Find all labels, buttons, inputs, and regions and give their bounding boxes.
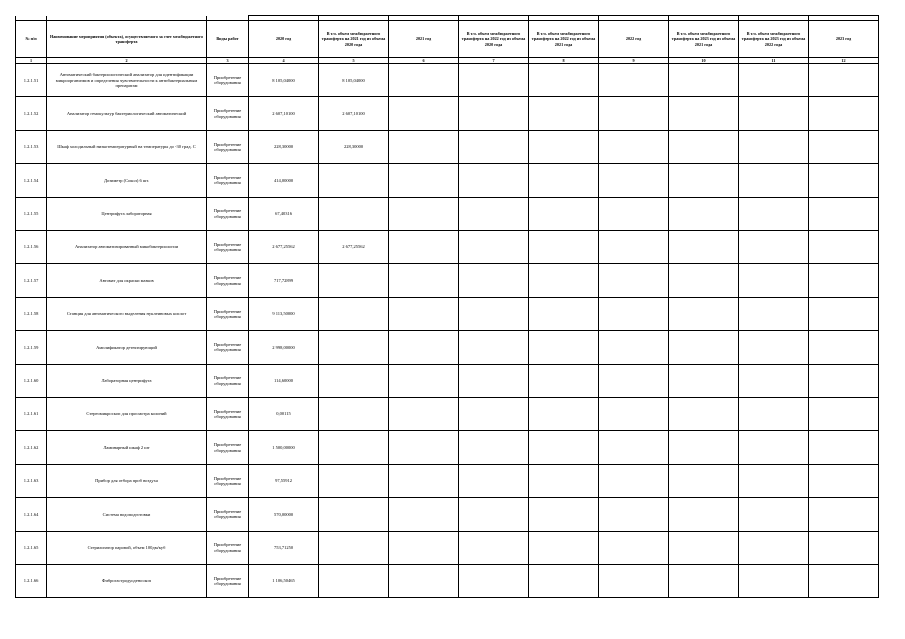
row-transfer-2022-from-2021 [529, 297, 599, 330]
row-2021-value [389, 297, 459, 330]
row-transfer-2022-from-2020 [459, 564, 529, 597]
row-2023-value [809, 531, 879, 564]
row-number: 1.2.1.66 [16, 564, 47, 597]
row-transfer-2021-from-2020 [319, 464, 389, 497]
row-number: 1.2.1.52 [16, 97, 47, 130]
row-2021-value [389, 498, 459, 531]
row-transfer-2022-from-2021 [529, 397, 599, 430]
row-transfer-2021-from-2020 [319, 297, 389, 330]
column-number: 2 [47, 58, 207, 64]
row-2020-value: 2 998,00000 [249, 331, 319, 364]
row-number: 1.2.1.65 [16, 531, 47, 564]
row-2022-value [599, 230, 669, 263]
row-2022-value [599, 564, 669, 597]
row-transfer-2023-from-2021 [669, 564, 739, 597]
row-2020-value: 114,60000 [249, 364, 319, 397]
row-2022-value [599, 130, 669, 163]
row-2022-value [599, 431, 669, 464]
row-transfer-2022-from-2021 [529, 230, 599, 263]
row-number: 1.2.1.51 [16, 64, 47, 97]
row-transfer-2023-from-2022 [739, 498, 809, 531]
row-transfer-2022-from-2021 [529, 331, 599, 364]
column-header: В т.ч. объем межбюджетного трансферта на 2023 год из объема 2021 года [669, 21, 739, 58]
row-transfer-2022-from-2021 [529, 197, 599, 230]
row-activity-name: Фиброгастродуоденоскоп [47, 564, 207, 597]
table-row [16, 130, 879, 163]
column-number: 8 [529, 58, 599, 64]
column-number: 12 [809, 58, 879, 64]
row-2023-value [809, 297, 879, 330]
column-header: Виды работ [207, 21, 249, 58]
row-2023-value [809, 564, 879, 597]
row-2020-value: 1 106,50465 [249, 564, 319, 597]
row-work-type: Приобретение оборудования [207, 331, 249, 364]
row-transfer-2023-from-2021 [669, 130, 739, 163]
row-transfer-2023-from-2022 [739, 197, 809, 230]
header-row [16, 21, 879, 58]
row-number: 1.2.1.63 [16, 464, 47, 497]
row-2020-value: 67,40316 [249, 197, 319, 230]
row-2023-value [809, 364, 879, 397]
row-2022-value [599, 164, 669, 197]
row-work-type: Приобретение оборудования [207, 464, 249, 497]
row-transfer-2023-from-2022 [739, 331, 809, 364]
row-work-type: Приобретение оборудования [207, 397, 249, 430]
row-transfer-2021-from-2020 [319, 564, 389, 597]
row-activity-name: Дозиметр (Сокол) 6 шт. [47, 164, 207, 197]
row-2023-value [809, 230, 879, 263]
row-transfer-2023-from-2021 [669, 364, 739, 397]
row-2022-value [599, 498, 669, 531]
row-work-type: Приобретение оборудования [207, 564, 249, 597]
row-transfer-2022-from-2020 [459, 331, 529, 364]
row-activity-name: Центрифуга лабораторная [47, 197, 207, 230]
row-2020-value: 2 607,10100 [249, 97, 319, 130]
row-transfer-2023-from-2021 [669, 164, 739, 197]
row-2020-value: 2 677,25562 [249, 230, 319, 263]
row-transfer-2023-from-2021 [669, 64, 739, 97]
row-transfer-2022-from-2020 [459, 230, 529, 263]
row-transfer-2021-from-2020 [319, 431, 389, 464]
row-2020-value: 570,00000 [249, 498, 319, 531]
row-transfer-2022-from-2020 [459, 97, 529, 130]
row-2023-value [809, 164, 879, 197]
row-work-type: Приобретение оборудования [207, 197, 249, 230]
row-2023-value [809, 498, 879, 531]
row-transfer-2023-from-2022 [739, 464, 809, 497]
column-number: 7 [459, 58, 529, 64]
row-activity-name: Ламинарный шкаф 2 шт [47, 431, 207, 464]
row-2021-value [389, 464, 459, 497]
row-2021-value [389, 64, 459, 97]
row-transfer-2022-from-2021 [529, 97, 599, 130]
row-2021-value [389, 364, 459, 397]
row-2023-value [809, 331, 879, 364]
row-transfer-2022-from-2020 [459, 130, 529, 163]
row-transfer-2021-from-2020 [319, 197, 389, 230]
row-transfer-2022-from-2020 [459, 164, 529, 197]
row-transfer-2022-from-2021 [529, 431, 599, 464]
row-transfer-2023-from-2022 [739, 264, 809, 297]
row-number: 1.2.1.56 [16, 230, 47, 263]
row-work-type: Приобретение оборудования [207, 364, 249, 397]
row-transfer-2022-from-2021 [529, 564, 599, 597]
row-transfer-2023-from-2021 [669, 197, 739, 230]
row-transfer-2022-from-2020 [459, 431, 529, 464]
row-activity-name: Шкаф холодильный низкотемпературный на температуры до -30 град. С [47, 130, 207, 163]
row-transfer-2022-from-2021 [529, 64, 599, 97]
table-row [16, 464, 879, 497]
row-activity-name: Станция для автоматического выделения нуклеиновых кислот [47, 297, 207, 330]
row-work-type: Приобретение оборудования [207, 164, 249, 197]
column-number: 1 [16, 58, 47, 64]
row-2022-value [599, 297, 669, 330]
row-transfer-2023-from-2021 [669, 498, 739, 531]
table-row [16, 97, 879, 130]
table-row [16, 297, 879, 330]
row-transfer-2023-from-2022 [739, 230, 809, 263]
row-transfer-2023-from-2022 [739, 531, 809, 564]
row-work-type: Приобретение оборудования [207, 297, 249, 330]
row-transfer-2021-from-2020: 228,30000 [319, 130, 389, 163]
row-activity-name: Амплификатор детектирующий [47, 331, 207, 364]
row-2020-value: 1 500,00000 [249, 431, 319, 464]
row-2022-value [599, 331, 669, 364]
row-transfer-2022-from-2020 [459, 364, 529, 397]
row-transfer-2023-from-2021 [669, 531, 739, 564]
row-transfer-2023-from-2022 [739, 164, 809, 197]
row-transfer-2023-from-2022 [739, 64, 809, 97]
table-row [16, 564, 879, 597]
row-transfer-2023-from-2021 [669, 431, 739, 464]
row-2023-value [809, 431, 879, 464]
row-transfer-2021-from-2020 [319, 164, 389, 197]
row-number: 1.2.1.54 [16, 164, 47, 197]
row-number: 1.2.1.61 [16, 397, 47, 430]
row-transfer-2022-from-2020 [459, 498, 529, 531]
row-number: 1.2.1.62 [16, 431, 47, 464]
row-transfer-2021-from-2020: 8 105,04000 [319, 64, 389, 97]
row-number: 1.2.1.53 [16, 130, 47, 163]
column-header: 2023 год [809, 21, 879, 58]
row-transfer-2022-from-2021 [529, 464, 599, 497]
row-number: 1.2.1.57 [16, 264, 47, 297]
row-transfer-2023-from-2022 [739, 364, 809, 397]
row-activity-name: Анализатор гемокультур бактериологический автоматический [47, 97, 207, 130]
row-2021-value [389, 97, 459, 130]
row-2023-value [809, 130, 879, 163]
row-2021-value [389, 130, 459, 163]
row-activity-name: Лабораторная центрифуга [47, 364, 207, 397]
row-2023-value [809, 264, 879, 297]
row-activity-name: Автомат для окраски мазков [47, 264, 207, 297]
row-2022-value [599, 64, 669, 97]
row-transfer-2022-from-2021 [529, 531, 599, 564]
row-work-type: Приобретение оборудования [207, 431, 249, 464]
row-activity-name: Автоматический бактериологический анализатор для идентификации микроорганизмов и определения чувствительности к антибактериальным препаратам [47, 64, 207, 97]
column-number: 11 [739, 58, 809, 64]
row-transfer-2023-from-2021 [669, 97, 739, 130]
row-2020-value: 97,55912 [249, 464, 319, 497]
row-work-type: Приобретение оборудования [207, 230, 249, 263]
row-2022-value [599, 397, 669, 430]
row-transfer-2023-from-2021 [669, 464, 739, 497]
column-header: 2022 год [599, 21, 669, 58]
row-transfer-2022-from-2020 [459, 397, 529, 430]
row-2022-value [599, 197, 669, 230]
column-number: 4 [249, 58, 319, 64]
row-transfer-2021-from-2020 [319, 331, 389, 364]
row-transfer-2021-from-2020 [319, 498, 389, 531]
row-2021-value [389, 164, 459, 197]
row-transfer-2023-from-2022 [739, 564, 809, 597]
row-transfer-2022-from-2020 [459, 197, 529, 230]
row-transfer-2023-from-2022 [739, 97, 809, 130]
row-transfer-2021-from-2020 [319, 264, 389, 297]
row-2022-value [599, 364, 669, 397]
row-work-type: Приобретение оборудования [207, 531, 249, 564]
row-transfer-2021-from-2020 [319, 531, 389, 564]
table-row [16, 431, 879, 464]
column-header: 2021 год [389, 21, 459, 58]
row-number: 1.2.1.58 [16, 297, 47, 330]
column-number: 10 [669, 58, 739, 64]
row-2022-value [599, 97, 669, 130]
table-row [16, 331, 879, 364]
row-2020-value: 8 105,04000 [249, 64, 319, 97]
row-transfer-2023-from-2022 [739, 130, 809, 163]
row-transfer-2021-from-2020: 2 607,10100 [319, 97, 389, 130]
column-header: В т.ч. объем межбюджетного трансферта на 2021 год из объема 2020 года [319, 21, 389, 58]
row-transfer-2021-from-2020: 2 677,25562 [319, 230, 389, 263]
row-transfer-2022-from-2020 [459, 464, 529, 497]
row-transfer-2023-from-2021 [669, 397, 739, 430]
table-row [16, 164, 879, 197]
row-2021-value [389, 397, 459, 430]
row-2021-value [389, 197, 459, 230]
row-number: 1.2.1.59 [16, 331, 47, 364]
table-row [16, 197, 879, 230]
table-row [16, 397, 879, 430]
row-transfer-2023-from-2022 [739, 431, 809, 464]
row-transfer-2021-from-2020 [319, 364, 389, 397]
row-2020-value: 414,00000 [249, 164, 319, 197]
row-2021-value [389, 564, 459, 597]
row-number: 1.2.1.60 [16, 364, 47, 397]
row-transfer-2022-from-2021 [529, 498, 599, 531]
row-2020-value: 9 113,50000 [249, 297, 319, 330]
table-row [16, 230, 879, 263]
column-header: В т.ч. объем межбюджетного трансферта на 2023 год из объема 2022 года [739, 21, 809, 58]
row-2023-value [809, 64, 879, 97]
table-row [16, 264, 879, 297]
row-activity-name: Стереомикроскоп для просмотра колоний [47, 397, 207, 430]
row-transfer-2022-from-2021 [529, 264, 599, 297]
row-transfer-2023-from-2021 [669, 331, 739, 364]
row-transfer-2022-from-2020 [459, 264, 529, 297]
row-activity-name: Система водоподготовки [47, 498, 207, 531]
row-2020-value: 717,72899 [249, 264, 319, 297]
column-number: 3 [207, 58, 249, 64]
row-2023-value [809, 97, 879, 130]
row-2021-value [389, 431, 459, 464]
row-2022-value [599, 264, 669, 297]
row-2023-value [809, 197, 879, 230]
column-number: 9 [599, 58, 669, 64]
row-transfer-2021-from-2020 [319, 397, 389, 430]
row-number: 1.2.1.55 [16, 197, 47, 230]
column-header: № п/п [16, 21, 47, 58]
row-2022-value [599, 464, 669, 497]
row-2021-value [389, 531, 459, 564]
row-work-type: Приобретение оборудования [207, 264, 249, 297]
table-row [16, 531, 879, 564]
row-2021-value [389, 230, 459, 263]
row-number: 1.2.1.64 [16, 498, 47, 531]
row-transfer-2023-from-2022 [739, 297, 809, 330]
row-activity-name: Прибор для отбора проб воздуха [47, 464, 207, 497]
row-work-type: Приобретение оборудования [207, 498, 249, 531]
table-row [16, 64, 879, 97]
column-header: 2020 год [249, 21, 319, 58]
row-work-type: Приобретение оборудования [207, 97, 249, 130]
row-transfer-2023-from-2021 [669, 230, 739, 263]
row-transfer-2022-from-2020 [459, 531, 529, 564]
column-header: В т.ч. объем межбюджетного трансферта на 2022 год из объема 2020 года [459, 21, 529, 58]
row-activity-name: Анализатор автоматизированный микобиктериологии [47, 230, 207, 263]
row-transfer-2023-from-2021 [669, 264, 739, 297]
column-number: 6 [389, 58, 459, 64]
row-2020-value: 228,30000 [249, 130, 319, 163]
row-work-type: Приобретение оборудования [207, 64, 249, 97]
column-header: Наименование мероприятия (объекта), осуществляемого за счет межбюджетного трансферта [47, 21, 207, 58]
funding-table [15, 15, 879, 598]
column-header: В т.ч. объем межбюджетного трансферта на 2022 год из объема 2021 года [529, 21, 599, 58]
row-transfer-2022-from-2021 [529, 130, 599, 163]
row-2023-value [809, 397, 879, 430]
row-transfer-2022-from-2020 [459, 64, 529, 97]
row-2022-value [599, 531, 669, 564]
row-2021-value [389, 264, 459, 297]
row-2020-value: 0,00115 [249, 397, 319, 430]
table-row [16, 498, 879, 531]
row-transfer-2023-from-2021 [669, 297, 739, 330]
row-2021-value [389, 331, 459, 364]
row-2020-value: 753,71250 [249, 531, 319, 564]
table-row [16, 364, 879, 397]
row-work-type: Приобретение оборудования [207, 130, 249, 163]
row-transfer-2022-from-2021 [529, 164, 599, 197]
row-activity-name: Стерилизатор паровой, объем 100дм/куб [47, 531, 207, 564]
column-number: 5 [319, 58, 389, 64]
row-transfer-2022-from-2021 [529, 364, 599, 397]
row-2023-value [809, 464, 879, 497]
row-transfer-2023-from-2022 [739, 397, 809, 430]
row-transfer-2022-from-2020 [459, 297, 529, 330]
